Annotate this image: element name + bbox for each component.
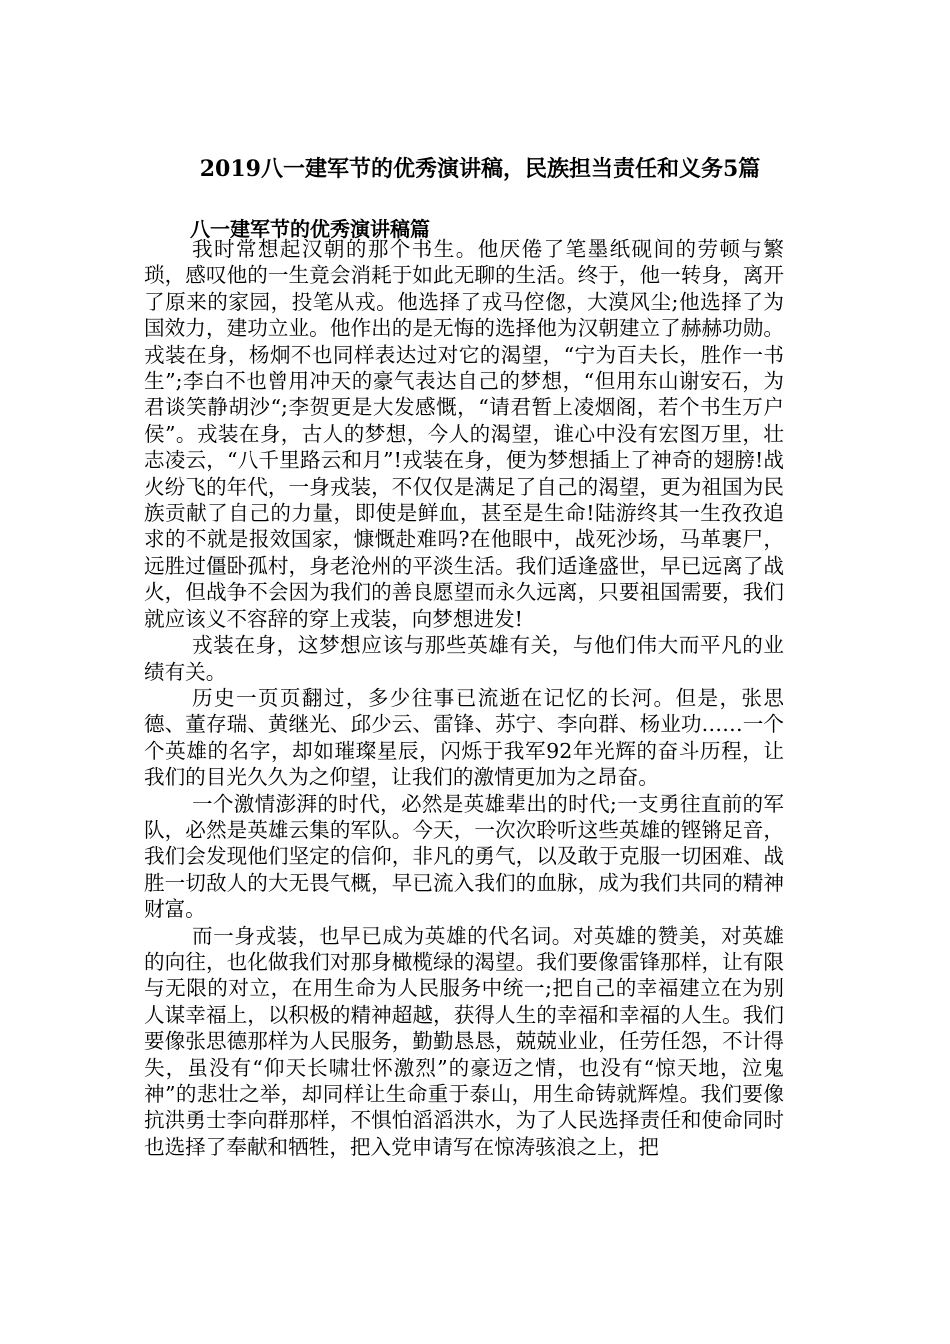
document-title: 2019八一建军节的优秀演讲稿，民族担当责任和义务5篇 xyxy=(199,156,761,182)
document-body xyxy=(144,236,784,1160)
paragraph: 我时常想起汉朝的那个书生。他厌倦了笔墨纸砚间的劳顿与繁琐，感叹他的一生竟会消耗于如此无聊的生活。终于，他一转身，离开了原来的家园，投笔从戎。他选择了戎马倥偬，大漠风尘;他选择了为国效力，建功立业。他作出的是无悔的选择他为汉朝建立了赫赫功勋。戎装在身，杨炯不也同样表达过对它的渴望，“宁为百夫长，胜作一书生”;李白不也曾用冲天的豪气表达自己的梦想，“但用东山谢安石，为君谈笑静胡沙“;李贺更是大发感慨，“请君暂上凌烟阁，若个书生万户侯”。戎装在身，古人的梦想，今人的渴望，谁心中没有宏图万里，壮志凌云，“八千里路云和月”!戎装在身，便为梦想插上了神奇的翅膀!战火纷飞的年代，一身戎装，不仅仅是满足了自己的渴望，更为祖国为民族贡献了自己的力量，即使是鲜血，甚至是生命!陆游终其一生孜孜追求的不就是报效国家，慷慨赴难吗?在他眼中，战死沙场，马革裹尸，远胜过僵卧孤村，身老沧州的平淡生活。我们适逢盛世，早已远离了战火，但战争不会因为我们的善良愿望而永久远离，只要祖国需要，我们就应该义不容辞的穿上戎装，向梦想进发! xyxy=(144,237,784,631)
paragraph: 戎装在身，这梦想应该与那些英雄有关，与他们伟大而平凡的业绩有关。 xyxy=(144,633,784,684)
paragraph: 历史一页页翻过，多少往事已流逝在记忆的长河。但是，张思德、董存瑞、黄继光、邱少云、雷锋、苏宁、李向群、杨业功……一个个英雄的名字，却如璀璨星辰，闪烁于我军92年光辉的奋斗历程，让我们的目光久久为之仰望，让我们的激情更加为之昂奋。 xyxy=(144,685,784,790)
section-heading: 八一建军节的优秀演讲稿篇 xyxy=(190,217,430,241)
paragraph: 而一身戎装，也早已成为英雄的代名词。对英雄的赞美，对英雄的向往，也化做我们对那身橄榄绿的渴望。我们要像雷锋那样，让有限与无限的对立，在用生命为人民服务中统一;把自己的幸福建立在为别人谋幸福上，以积极的精神超越，获得人生的幸福和幸福的人生。我们要像张思德那样为人民服务，勤勤恳恳，兢兢业业，任劳任怨，不计得失，虽没有“仰天长啸壮怀激烈”的豪迈之情，也没有“惊天地，泣鬼神”的悲壮之举，却同样让生命重于泰山，用生命铸就辉煌。我们要像抗洪勇士李向群那样，不惧怕滔滔洪水，为了人民选择责任和使命同时也选择了奉献和牺牲，把入党申请写在惊涛骇浪之上，把 xyxy=(144,923,784,1159)
paragraph: 一个激情澎湃的时代，必然是英雄辈出的时代;一支勇往直前的军队，必然是英雄云集的军队。今天，一次次聆听这些英雄的铿锵足音，我们会发现他们坚定的信仰，非凡的勇气，以及敢于克服一切困难、战胜一切敌人的大无畏气概，早已流入我们的血脉，成为我们共同的精神财富。 xyxy=(144,791,784,922)
